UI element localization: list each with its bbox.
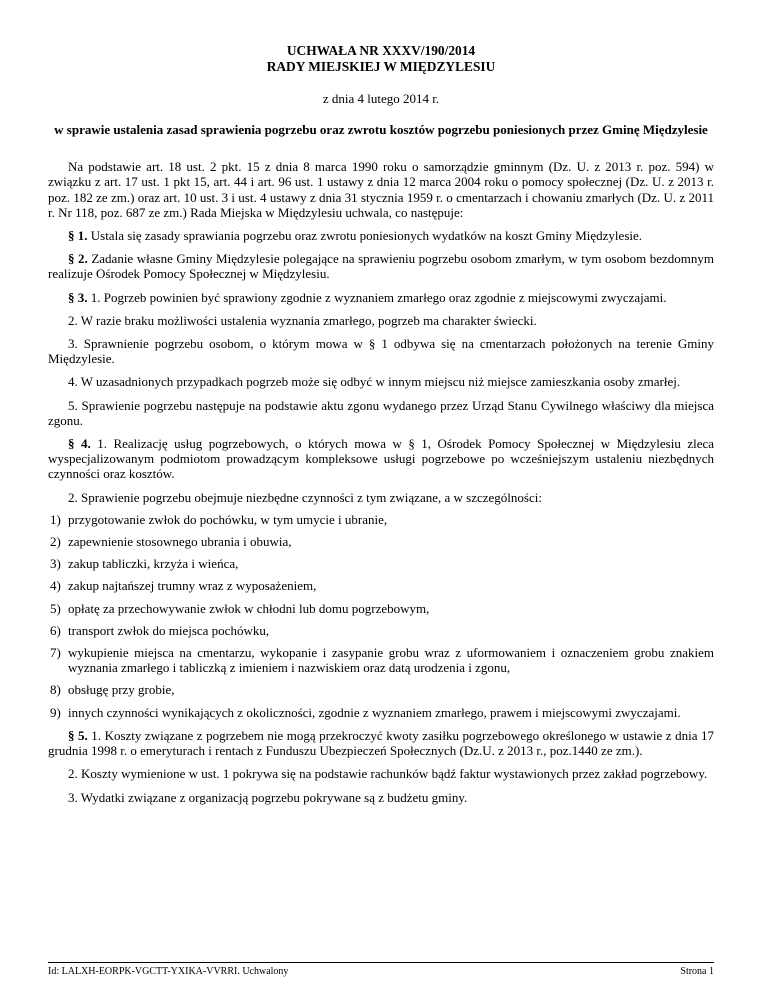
page-number: Strona 1 bbox=[680, 966, 714, 977]
page-footer bbox=[48, 962, 714, 978]
item-text: innych czynności wynikających z okoliczności, zgodnie z wyznaniem zmarłego, prawem i miejscowymi zwyczajami. bbox=[68, 704, 681, 720]
paragraph-mark: § 5. bbox=[68, 727, 88, 743]
paragraph-text: Ustala się zasady sprawiania pogrzebu oraz zwrotu poniesionych wydatków na koszt Gminy Międzylesie. bbox=[87, 228, 643, 244]
funeral-services-list bbox=[48, 505, 714, 720]
resolution-subject: w sprawie ustalenia zasad sprawienia pogrzebu oraz zwrotu kosztów pogrzebu poniesionych przez Gminę Międzylesie bbox=[54, 122, 708, 138]
item-number: 8) bbox=[50, 682, 61, 698]
list-item bbox=[48, 594, 714, 616]
paragraph-4 bbox=[48, 428, 714, 482]
item-text: opłatę za przechowywanie zwłok w chłodni lub domu pogrzebowym, bbox=[68, 600, 430, 616]
list-item bbox=[48, 638, 714, 675]
item-number: 4) bbox=[50, 578, 61, 594]
list-item bbox=[48, 698, 714, 720]
council-name: RADY MIEJSKIEJ W MIĘDZYLESIU bbox=[266, 58, 496, 74]
paragraph-1 bbox=[48, 220, 714, 243]
item-number: 7) bbox=[50, 645, 61, 661]
paragraph-4-section-2: 2. Sprawienie pogrzebu obejmuje niezbędne czynności z tym związane, a w szczególności: bbox=[68, 489, 542, 505]
paragraph-mark: § 2. bbox=[68, 251, 88, 267]
legal-basis: Na podstawie art. 18 ust. 2 pkt. 15 z dnia 8 marca 1990 roku o samorządzie gminnym (Dz. U. z 2013 r. poz. 594) w związku z art. 17 ust. 1 pkt 15, art. 44 i art. 96 ust. 1 ustawy z dnia 12 marca 2004 roku o pomocy społecznej (Dz. U. z 2013 r. poz. 182 ze zm.) oraz art. 10 ust. 3 i ust. 4 ustawy z dnia 31 stycznia 1959 r. o cmentarzach i chowaniu zmarłych (Dz. U. z 2011 r. Nr 118, poz. 687 ze zm.) Rada Miejska w Międzylesiu uchwala, co następuje: bbox=[48, 159, 714, 220]
list-item bbox=[48, 675, 714, 697]
list-item bbox=[48, 527, 714, 549]
document-page bbox=[48, 0, 714, 805]
paragraph-text: Zadanie własne Gminy Międzylesie polegające na sprawieniu pogrzebu osobom zmarłym, w tym osobom bezdomnym realizuje Ośrodek Pomocy Społecznej w Międzylesiu. bbox=[48, 251, 714, 282]
item-text: zakup najtańszej trumny wraz z wyposażeniem, bbox=[68, 578, 317, 594]
item-text: transport zwłok do miejsca pochówku, bbox=[68, 622, 270, 638]
item-number: 3) bbox=[50, 556, 61, 572]
item-number: 1) bbox=[50, 511, 61, 527]
list-item bbox=[48, 571, 714, 593]
paragraph-text: 1. Pogrzeb powinien być sprawiony zgodnie z wyznaniem zmarłego oraz zgodnie z miejscowymi zwyczajami. bbox=[87, 289, 667, 305]
item-number: 9) bbox=[50, 704, 61, 720]
item-text: obsługę przy grobie, bbox=[68, 682, 175, 698]
paragraph-3-section-5: 5. Sprawienie pogrzebu następuje na podstawie aktu zgonu wydanego przez Urząd Stanu Cywilnego właściwy dla miejsca zgonu. bbox=[48, 397, 714, 428]
list-item bbox=[48, 616, 714, 638]
paragraph-3-section-2: 2. W razie braku możliwości ustalenia wyznania zmarłego, pogrzeb ma charakter świecki. bbox=[68, 312, 537, 328]
list-item bbox=[48, 549, 714, 571]
item-text: przygotowanie zwłok do pochówku, w tym umycie i ubranie, bbox=[68, 511, 388, 527]
paragraph-3-section-3: 3. Sprawnienie pogrzebu osobom, o którym mowa w § 1 odbywa się na cmentarzach położonych na terenie Gminy Międzylesie. bbox=[48, 336, 714, 367]
resolution-date: z dnia 4 lutego 2014 r. bbox=[322, 91, 440, 106]
paragraph-mark: § 4. bbox=[68, 436, 91, 452]
paragraph-5-section-2: 2. Koszty wymienione w ust. 1 pokrywa się na podstawie rachunków bądź faktur wystawionych przez zakład pogrzebowy. bbox=[68, 766, 708, 782]
paragraph-text: 1. Koszty związane z pogrzebem nie mogą przekroczyć kwoty zasiłku pogrzebowego określonego w ustawie z dnia 17 grudnia 1998 r. o emeryturach i rentach z Funduszu Ubezpieczeń Społecznych (Dz.U. z 2013 r., poz.1440 ze zm.). bbox=[48, 727, 714, 759]
item-text: zakup tabliczki, krzyża i wieńca, bbox=[68, 556, 239, 572]
paragraph-text: 1. Realizację usług pogrzebowych, o których mowa w § 1, Ośrodek Pomocy Społecznej w Międzylesiu zleca wyspecjalizowanym podmiotom prowadzącym kompleksowe usługi pogrzebowe po wcześniejszym ustaleniu niezbędnych czynności oraz kosztów. bbox=[48, 436, 715, 482]
item-number: 2) bbox=[50, 534, 61, 550]
document-id: Id: LALXH-EORPK-VGCTT-YXIKA-VVRRI. Uchwalony bbox=[48, 966, 289, 977]
paragraph-3 bbox=[48, 282, 714, 305]
resolution-number: UCHWAŁA NR XXXV/190/2014 bbox=[286, 43, 476, 58]
document-header bbox=[48, 0, 714, 74]
paragraph-3-section-4: 4. W uzasadnionych przypadkach pogrzeb może się odbyć w innym miejscu niż miejsce zamieszkania osoby zmarłej. bbox=[68, 374, 681, 390]
item-text: wykupienie miejsca na cmentarzu, wykopanie i zasypanie grobu wraz z uformowaniem i oznaczeniem grobu znakiem wyznania zmarłego i tabliczką z imieniem i nazwiskiem oraz datą urodzenia i zgonu, bbox=[68, 645, 714, 676]
paragraph-2 bbox=[48, 243, 714, 281]
paragraph-5-section-3: 3. Wydatki związane z organizacją pogrzebu pokrywane są z budżetu gminy. bbox=[68, 789, 468, 805]
paragraph-5 bbox=[48, 720, 714, 758]
paragraph-mark: § 3. bbox=[68, 289, 88, 305]
paragraph-mark: § 1. bbox=[68, 228, 88, 244]
item-number: 5) bbox=[50, 600, 61, 616]
item-number: 6) bbox=[50, 622, 61, 638]
item-text: zapewnienie stosownego ubrania i obuwia, bbox=[68, 534, 292, 550]
list-item bbox=[48, 505, 714, 527]
